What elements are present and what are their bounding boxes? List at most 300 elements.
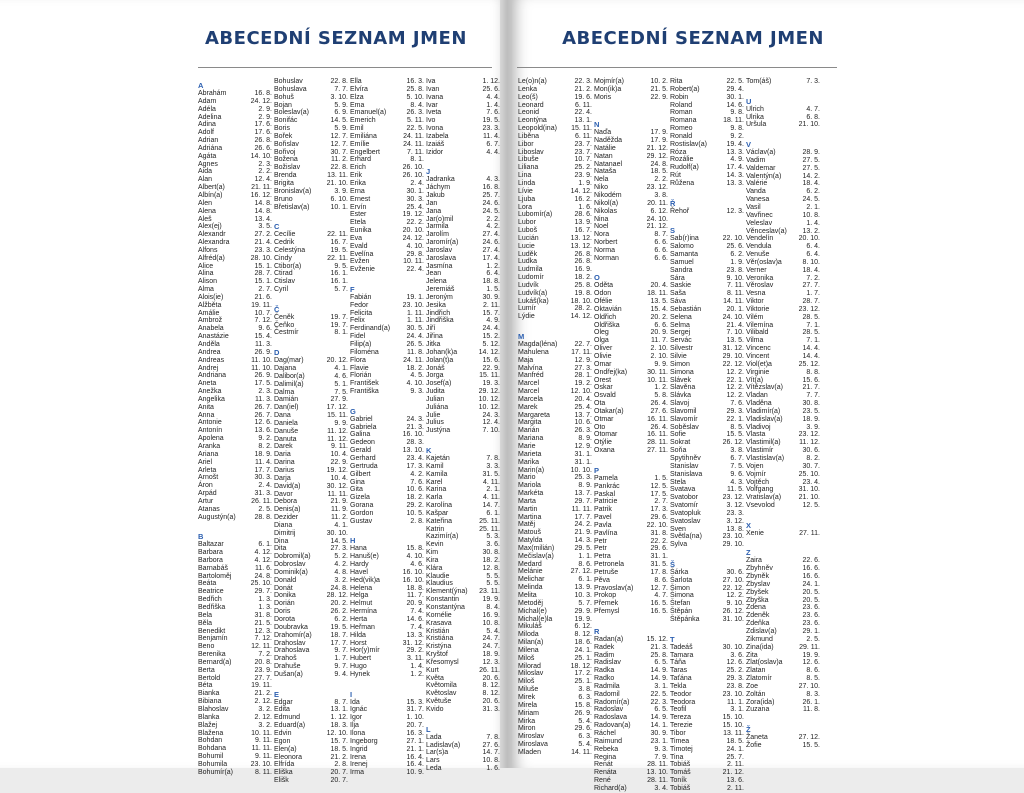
name-text: Eleonora [274,753,303,761]
name-day-date: 4. 6. [334,372,348,380]
name-day-date: 17. 7. [254,466,272,474]
name-entry [594,553,668,561]
name-day-date: 15. 10. [722,714,744,722]
name-text: Irena [350,753,366,761]
name-day-date: 24. 8. [650,160,668,168]
name-text: Egon [274,737,291,745]
name-text: Helmut [350,600,373,608]
name-entry [274,608,348,616]
name-text: Krasava [426,619,452,627]
name-text: Miriam [518,709,539,717]
name-text: Anděla [198,341,220,348]
name-text: Tobiáš [670,761,691,769]
name-day-date: 26. 11. [479,666,500,674]
name-text: Věnceslav(a) [746,227,787,235]
name-text: Radan(a) [594,635,624,643]
name-day-date: 17. 8. [650,568,668,576]
name-day-date: 12. 10. [326,729,348,737]
name-entry [426,396,500,404]
name-day-date: 4. 11. [483,478,500,486]
name-text: Sven [670,525,686,533]
name-entry [518,290,592,298]
name-day-date: 27. 9. [330,396,348,404]
name-column [670,78,746,793]
name-entry [670,275,744,283]
name-day-date: 10. 12. [478,403,500,411]
name-day-date: 30. 3. [406,195,424,203]
name-day-date: 17. 7. [330,639,348,647]
name-text: Luboš [518,227,538,235]
name-text: Sáva [670,298,686,306]
name-entry [274,125,348,133]
name-text: Tekla [670,682,687,690]
name-day-date: 26. 5. [406,341,424,348]
name-day-date: 22. 2. [650,537,668,545]
name-day-date: 12. 9. [574,442,592,450]
name-entry [746,597,820,605]
name-entry [350,577,424,585]
name-entry [350,722,424,730]
name-text: Simon [670,360,690,368]
name-text: Jelena [426,278,447,286]
name-text: Barbora [198,556,223,564]
name-day-date: 14. 3. [726,172,744,180]
name-entry [426,380,500,388]
name-text: Ronald [670,132,693,140]
name-entry [198,223,272,231]
name-entry [274,522,348,530]
name-entry [746,235,820,243]
name-text: Erna [350,187,365,195]
name-text: Adam [198,97,217,105]
name-day-date: 26. 6. [254,144,272,152]
name-day-date: 11. 4. [255,458,272,466]
name-day-date: 16. 7. [330,239,348,247]
name-day-date: 28. 12. [326,592,348,600]
name-entry [350,592,424,600]
name-day-date: 21. 2. [254,690,272,698]
section-letter: T [670,634,675,644]
name-text: Blažej [198,721,218,729]
name-day-date: 7. 4. [410,608,424,616]
name-text: Svatobor [670,494,699,502]
name-text: Bonifác [274,117,298,125]
name-entry [350,471,424,479]
name-day-date: 5. 1. [334,380,348,388]
name-day-date: 17. 4. [726,164,744,172]
name-text: Ernest [350,195,371,203]
name-day-date: 28. 11. [647,439,668,447]
name-text: Marika [518,458,540,466]
name-day-date: 25. 1. [574,678,592,686]
name-day-date: 23. 9. [254,666,272,674]
name-day-date: 15. 4. [650,305,668,313]
name-day-date: 13. 3. [726,148,744,156]
name-day-date: 6. 5. [654,706,668,714]
name-entry [350,219,424,227]
name-entry [518,529,592,537]
name-text: Manfréd [518,372,544,380]
name-text: Blanka [198,713,220,721]
name-day-date: 8. 3. [806,690,820,698]
name-day-date: 28. 11. [647,761,668,769]
name-text: Edmund [274,714,301,722]
name-entry [518,702,592,710]
name-text: Svatomír [670,502,699,510]
name-day-date: 15. 7. [482,309,500,317]
section-letter: D [274,348,280,358]
name-text: Dezider [274,514,299,522]
name-entry [274,389,348,397]
name-text: Barnabáš [198,564,228,572]
name-day-date: 29. 11. [799,643,820,651]
name-day-date: 3. 6. [730,651,744,659]
name-day-date: 4. 4. [486,93,500,101]
name-day-date: 7. 6. [410,478,424,486]
name-text: Radovan(a) [594,722,631,730]
name-text: Oktavián [594,305,622,313]
name-day-date: 26. 7. [254,403,272,411]
name-entry [274,483,348,491]
name-entry [426,628,500,636]
name-entry [198,176,272,184]
section-letter: A [198,81,204,90]
name-day-date: 24. 4. [482,325,500,333]
name-text: Le(o)n(a) [518,78,547,85]
name-day-date: 19. 9. [574,615,592,623]
name-day-date: 26. 11. [251,497,272,505]
name-entry [670,463,744,471]
name-entry [518,94,592,102]
name-entry [274,467,348,475]
name-entry [746,706,820,714]
name-text: Vincenc [746,345,771,353]
name-entry [518,435,592,443]
name-text: Julian [426,395,445,403]
name-day-date: 7. 8. [486,733,500,741]
name-entry [518,545,592,553]
name-text: Mečislav(a) [518,552,554,560]
name-text: Patricie [594,498,618,506]
name-day-date: 19. 9. [802,651,820,659]
name-entry [670,141,744,149]
name-entry [670,714,744,722]
name-text: Béta [198,682,213,690]
name-entry [426,659,500,667]
name-text: Matěj [518,521,536,529]
name-entry [594,223,668,231]
name-entry [198,761,272,769]
name-text: Osvald [594,392,616,400]
name-entry [670,652,744,660]
name-entry [274,640,348,648]
name-text: Mikuláš [518,623,542,631]
name-text: Valentýn(a) [746,172,782,180]
name-entry [426,612,500,620]
name-entry [350,671,424,679]
name-entry [426,486,500,494]
name-entry [274,592,348,600]
name-entry [518,211,592,219]
name-entry [746,196,820,204]
name-text: Miluše [518,686,539,694]
name-text: Renáta [594,769,617,777]
name-text: Kim [426,549,439,557]
name-entry [274,459,348,467]
name-day-date: 8. 12. [574,631,592,639]
name-text: Bohdan [198,737,223,745]
name-entry [518,514,592,522]
name-entry [198,435,272,443]
name-day-date: 17. 3. [650,506,668,514]
name-entry [670,392,744,400]
name-entry [746,78,820,86]
name-entry [594,785,668,793]
name-day-date: 20. 6. [482,698,500,706]
name-text: Alexandra [198,239,230,247]
name-entry [274,149,348,157]
name-column [274,78,350,785]
name-text: Dalma [274,388,295,396]
name-text: Beno [198,643,215,651]
name-text: Margareta [518,411,550,419]
name-day-date: 14. 1. [650,722,668,730]
name-entry [274,196,348,204]
name-day-date: 30. 6. [726,568,744,576]
name-day-date: 10. 4. [330,451,348,459]
name-day-date: 29. 6. [574,725,592,733]
name-text: Karolína [426,502,453,510]
name-day-date: 27. 5. [802,156,820,164]
name-entry [426,102,500,110]
name-entry [274,569,348,577]
name-entry [594,683,668,691]
name-day-date: 18. 8. [482,278,500,286]
name-day-date: 6. 2. [334,616,348,623]
name-day-date: 11. 1. [727,698,744,706]
name-entry [746,165,820,173]
name-entry [594,699,668,707]
name-entry [274,769,348,777]
name-entry [746,636,820,644]
name-text: Břetislav(a) [274,203,310,211]
name-day-date: 1. 6. [578,203,592,211]
name-day-date: 30. 6. [802,447,820,455]
name-day-date: 25. 8. [650,651,668,659]
name-text: Taras [670,667,688,675]
name-text: Dalimil(a) [274,380,304,388]
name-day-date: 25. 3. [574,474,592,482]
name-day-date: 9. 11. [255,737,272,745]
name-day-date: 24. 11. [403,140,424,148]
name-text: Anabela [198,325,224,333]
name-day-date: 29. 6. [650,514,668,522]
name-day-date: 3. 6. [486,541,500,549]
left-name-columns [198,78,502,785]
name-entry [670,722,744,730]
name-entry [746,400,820,408]
name-day-date: 3. 1. [730,706,744,714]
name-day-date: 14. 8. [254,207,272,215]
name-text: Dana [274,412,291,420]
name-entry [350,349,424,357]
name-text: Pravoslav(a) [594,584,634,592]
name-day-date: 22. 11. [327,254,348,262]
name-entry [350,149,424,157]
name-text: Irma [350,769,364,777]
name-day-date: 16. 1. [330,278,348,286]
name-entry [670,282,744,290]
name-text: Veleslav [746,219,773,227]
name-text: Irenej [350,761,368,769]
name-text: Iva [426,78,436,85]
name-entry [426,643,500,651]
name-entry [594,545,668,553]
name-day-date: 5. 7. [334,286,348,294]
name-day-date: 12. 7. [650,584,668,592]
name-entry [426,765,500,773]
name-entry [350,117,424,125]
name-text: Helena [350,584,373,592]
name-day-date: 27. 11. [647,447,668,455]
name-day-date: 20. 1. [726,305,744,313]
name-entry [426,412,500,420]
name-text: Uršula [746,121,767,129]
name-day-date: 1. 11. [407,317,424,325]
name-text: Bohumil [198,753,224,761]
name-day-date: 2. 11. [727,761,744,769]
name-day-date: 13. 9. [574,219,592,227]
name-entry [274,396,348,404]
name-entry [274,86,348,94]
name-text: Romeo [670,125,693,133]
name-text: Vladivoj [746,423,771,431]
name-entry [198,278,272,286]
name-entry [198,659,272,667]
name-day-date: 13. 7. [574,411,592,419]
name-text: Toník [670,777,687,785]
name-entry [198,98,272,106]
name-day-date: 20. 2. [650,313,668,321]
name-text: Jáchym [426,184,451,192]
name-entry [670,314,744,322]
name-entry [198,286,272,294]
name-text: Vilibald [746,329,769,337]
name-day-date: 24. 1. [574,646,592,654]
name-day-date: 23. 8. [726,682,744,690]
name-text: Ctirad [274,270,293,278]
name-text: Jarolím [426,231,449,239]
name-entry [198,388,272,396]
name-entry [518,467,592,475]
name-day-date: 26. 10. [402,172,424,180]
name-entry [594,514,668,522]
name-day-date: 27. 2. [254,231,272,239]
name-day-date: 19. 6. [574,93,592,101]
name-day-date: 17. 2. [574,670,592,678]
name-entry [746,298,820,306]
name-entry [518,741,592,749]
name-text: Jadranka [426,176,455,184]
name-text: Izaiáš [426,140,445,148]
name-text: Michal(e)la [518,615,553,623]
name-entry [670,447,744,455]
name-entry [350,302,424,310]
name-entry [350,699,424,707]
name-entry [274,632,348,640]
name-text: Angelika [198,395,225,403]
name-text: Medard [518,560,542,568]
name-day-date: 7. 11. [407,148,424,156]
name-text: Bohuslav [274,78,303,85]
name-day-date: 17. 9. [650,129,668,137]
name-entry [518,141,592,149]
name-entry [426,526,500,534]
name-day-date: 4. 10. [406,242,424,250]
name-entry [426,294,500,302]
name-text: Nikol(a) [594,199,619,207]
name-day-date: 26. 8. [574,250,592,258]
name-text: Saskie [670,282,692,290]
name-entry [594,577,668,585]
name-day-date: 30. 10. [326,529,348,537]
name-text: Vlastimil(a) [746,439,781,447]
name-text: Erik [350,172,363,180]
name-text: Zoltán [746,690,766,698]
title-divider [198,67,492,68]
name-text: Berta [198,666,215,674]
name-day-date: 24. 8. [254,572,272,580]
name-text: Gina [350,478,365,486]
name-day-date: 1. 4. [486,101,500,109]
name-day-date: 8. 5. [730,423,744,431]
name-entry [426,510,500,518]
name-entry [746,699,820,707]
name-text: Valérie [746,180,768,188]
name-entry [518,694,592,702]
name-entry [594,675,668,683]
name-entry [746,259,820,267]
name-text: Adina [198,121,216,129]
name-text: Felix [350,317,365,325]
name-text: Jeroným [426,293,453,301]
name-text: Marcel [518,388,540,396]
name-day-date: 20. 10. [798,235,820,243]
name-day-date: 1. 4. [806,219,820,227]
name-text: Darius [274,466,295,474]
name-entry [518,196,592,204]
name-day-date: 3. 3. [486,462,500,470]
name-day-date: 28. 2. [574,305,592,313]
name-text: Arpád [198,490,217,498]
name-text: Dobroslav [274,561,306,569]
name-day-date: 15. 1. [254,278,272,286]
name-day-date: 24. 10. [646,215,668,223]
name-day-date: 29. 1. [802,628,820,635]
name-text: Lada [426,733,442,741]
name-text: Bohuš [274,93,294,101]
name-entry [350,78,424,86]
name-day-date: 28. 9. [802,149,820,157]
name-text: Beatrice [198,588,224,596]
name-entry [518,133,592,141]
name-entry [198,643,272,651]
name-entry [518,670,592,678]
name-day-date: 18. 11. [647,290,668,298]
name-day-date: 8. 9. [578,435,592,443]
name-text: Pěva [594,576,610,584]
name-day-date: 7. 12. [254,635,272,643]
